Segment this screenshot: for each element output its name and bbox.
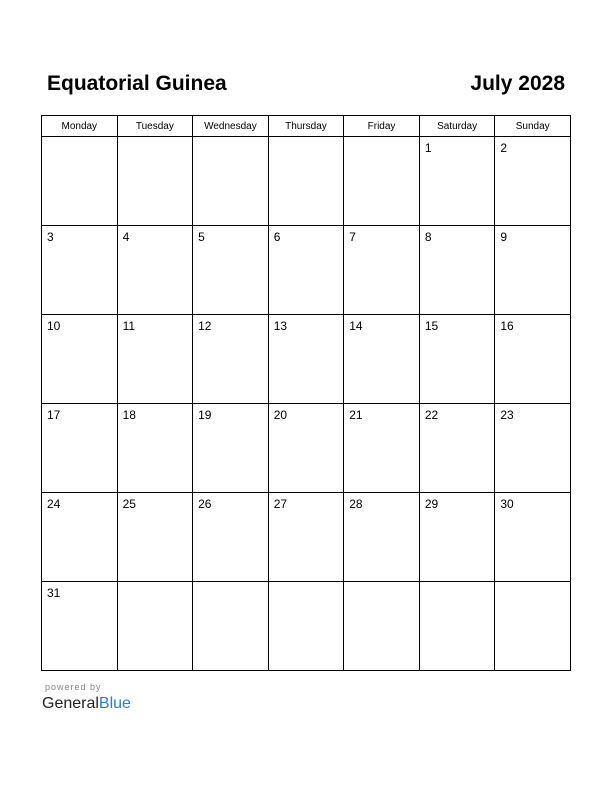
day-number: [193, 137, 268, 141]
day-cell: [344, 582, 420, 671]
day-number: [495, 582, 570, 586]
day-number: 7: [349, 230, 356, 244]
day-number: 28: [349, 497, 363, 511]
weekday-header: Tuesday: [117, 116, 193, 137]
day-number: 8: [424, 230, 432, 244]
calendar-grid: [41, 115, 571, 671]
day-number: [269, 137, 344, 141]
week-row: [42, 493, 571, 582]
day-cell: [495, 137, 571, 226]
day-number: [420, 582, 495, 586]
day-number: 25: [122, 497, 136, 511]
day-cell: [419, 137, 495, 226]
day-cell: [419, 315, 495, 404]
day-cell: [117, 493, 193, 582]
day-cell: [495, 404, 571, 493]
day-number: [42, 137, 117, 141]
day-cell: [42, 582, 118, 671]
day-cell: [117, 315, 193, 404]
weekday-header: Sunday: [495, 116, 571, 137]
day-cell: [495, 315, 571, 404]
weekday-header: Saturday: [419, 116, 495, 137]
day-cell: [344, 137, 420, 226]
weekday-header: Wednesday: [193, 116, 269, 137]
day-cell: [42, 137, 118, 226]
day-cell: [419, 582, 495, 671]
day-cell: [268, 315, 344, 404]
day-number: 11: [122, 319, 136, 333]
day-number: 6: [273, 230, 281, 244]
day-cell: [117, 226, 193, 315]
day-cell: [42, 226, 118, 315]
day-cell: [42, 315, 118, 404]
weekday-header: Friday: [344, 116, 420, 137]
day-cell: [419, 404, 495, 493]
day-cell: [117, 137, 193, 226]
day-cell: [193, 226, 269, 315]
day-number: [118, 137, 193, 141]
day-number: 29: [424, 497, 439, 511]
day-cell: [495, 493, 571, 582]
week-row: [42, 137, 571, 226]
brand-blue: Blue: [98, 695, 131, 712]
day-number: 18: [122, 408, 136, 422]
powered-by-label: powered by: [45, 682, 102, 692]
day-number: 27: [273, 497, 288, 511]
day-cell: [495, 226, 571, 315]
generalblue-logo[interactable]: [42, 694, 131, 714]
day-cell: [193, 315, 269, 404]
day-cell: [268, 493, 344, 582]
day-cell: [419, 493, 495, 582]
day-cell: [42, 404, 118, 493]
week-row: [42, 315, 571, 404]
day-number: 20: [273, 408, 288, 422]
day-cell: [193, 137, 269, 226]
day-number: 9: [500, 230, 508, 244]
day-number: [269, 582, 344, 586]
day-cell: [268, 404, 344, 493]
day-number: 30: [500, 497, 514, 511]
weekday-header: Thursday: [268, 116, 344, 137]
day-number: 23: [500, 408, 514, 422]
day-cell: [268, 137, 344, 226]
day-cell: [268, 226, 344, 315]
weekday-header-row: [42, 116, 571, 137]
day-number: 31: [47, 586, 61, 600]
week-row: [42, 404, 571, 493]
day-number: [193, 582, 268, 586]
weekday-header: Monday: [42, 116, 118, 137]
day-cell: [344, 493, 420, 582]
day-number: 10: [47, 319, 61, 333]
calendar-country-title: Equatorial Guinea: [47, 72, 227, 95]
day-number: [118, 582, 193, 586]
day-number: 12: [198, 319, 212, 333]
week-row: [42, 226, 571, 315]
day-cell: [268, 582, 344, 671]
day-cell: [117, 404, 193, 493]
day-number: 26: [198, 497, 212, 511]
day-number: [344, 137, 419, 141]
day-number: 17: [47, 408, 61, 422]
day-number: 15: [424, 319, 439, 333]
day-number: 16: [500, 319, 514, 333]
day-number: 5: [198, 230, 205, 244]
week-row: [42, 582, 571, 671]
day-cell: [193, 404, 269, 493]
day-cell: [42, 493, 118, 582]
day-cell: [344, 226, 420, 315]
day-number: 21: [349, 408, 363, 422]
day-number: 1: [424, 141, 432, 155]
day-cell: [117, 582, 193, 671]
day-cell: [419, 226, 495, 315]
brand-general: General: [42, 695, 99, 712]
day-cell: [193, 582, 269, 671]
day-number: 22: [424, 408, 439, 422]
day-number: [344, 582, 419, 586]
day-number: 2: [500, 141, 508, 155]
day-number: 13: [273, 319, 288, 333]
day-number: 19: [198, 408, 212, 422]
day-cell: [193, 493, 269, 582]
day-cell: [344, 315, 420, 404]
day-cell: [495, 582, 571, 671]
day-cell: [344, 404, 420, 493]
day-number: 3: [47, 230, 54, 244]
day-number: 24: [47, 497, 61, 511]
day-number: 4: [122, 230, 130, 244]
calendar-month-title: July 2028: [470, 72, 565, 95]
day-number: 14: [349, 319, 363, 333]
